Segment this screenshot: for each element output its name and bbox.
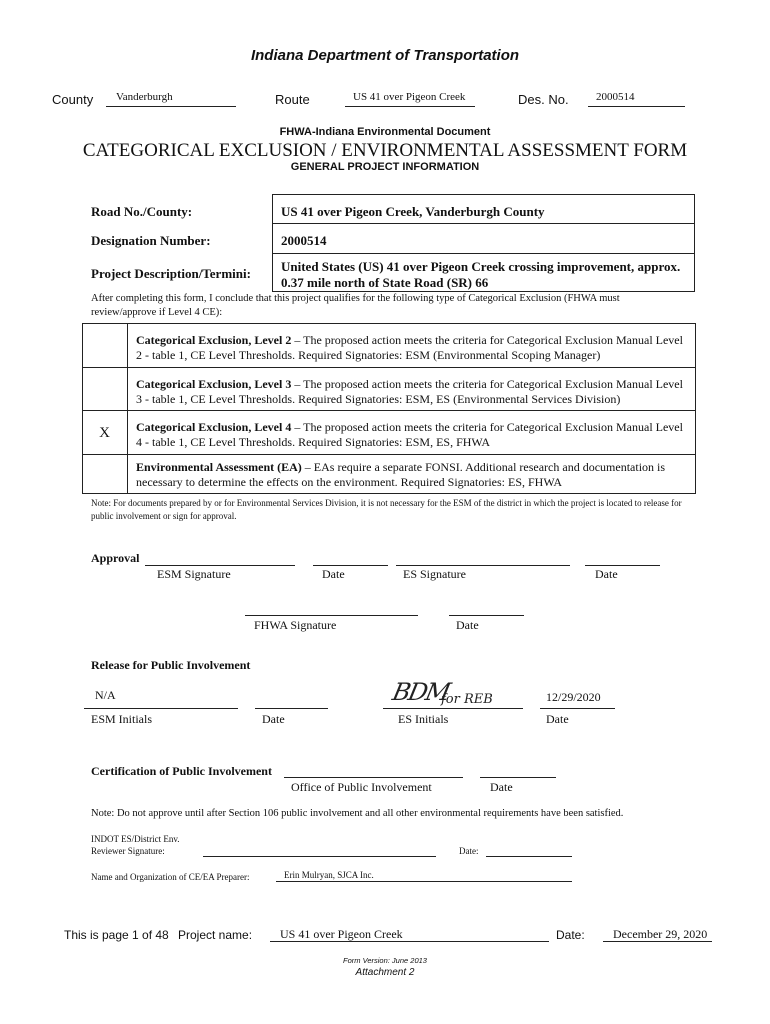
certification-date-label: Date [490,780,513,794]
release-es-line[interactable] [383,708,523,709]
ce-level4-desc: – The proposed action meets the criteria for Categorical Exclusion Manual Level 4 - table 1, CE Level Thresholds. Required Signatories: ESM, ES, FHWA [136,420,683,449]
preparer-field[interactable] [276,870,572,882]
footer-date-label: Date: [556,928,585,942]
es-signature-mark: BDM [390,678,452,706]
ce-level3-text [136,377,691,407]
reviewer-date-label: Date: [459,846,479,856]
des-label: Des. No. [518,92,569,107]
ce-level4-checkbox[interactable]: X [99,425,110,441]
route-label: Route [275,92,310,107]
section-title: GENERAL PROJECT INFORMATION [290,161,480,173]
approval-date1-line[interactable] [313,565,388,566]
ce-level3-desc: – The proposed action meets the criteria for Categorical Exclusion Manual Level 3 - table 1, CE Level Thresholds. Required Signatories: ESM, ES (Environmental Services Division) [136,377,683,406]
esm-signature-label: ESM Signature [157,567,231,581]
county-value: Vanderburgh [116,91,173,103]
release-es-initials-label: ES Initials [398,712,449,726]
release-title: Release for Public Involvement [91,658,251,672]
es-signature-label: ES Signature [403,567,466,581]
county-field[interactable] [106,91,236,107]
instruction-text: After completing this form, I conclude that this project qualifies for the following type of Categorical Exclusion (FHWA must review/approve if Level 4 CE): [91,293,620,318]
approval-date3-label: Date [456,618,479,632]
designation-value: 2000514 [281,233,327,248]
county-label: County [52,92,94,107]
certification-office-label: Office of Public Involvement [291,780,432,794]
ce-level2-desc: – The proposed action meets the criteria for Categorical Exclusion Manual Level 2 - table 1, CE Level Thresholds. Required Signatories: ESM (Environmental Scoping Manager) [136,333,683,362]
note-section106: Note: Do not approve until after Section 106 public involvement and all other environmental requirements have been satisfied. [91,808,624,819]
es-signature-for: for REB [441,692,493,707]
designation-label: Designation Number: [91,233,211,248]
note-esd: Note: For documents prepared by or for Environmental Services Division, it is not necessary for the ESM of the district in which the project is located to release for public involvement or sign for approval. [91,498,682,521]
form-title: CATEGORICAL EXCLUSION / ENVIRONMENTAL ASSESSMENT FORM [82,140,688,161]
road-county-value: US 41 over Pigeon Creek, Vanderburgh County [281,204,545,219]
page-indicator: This is page 1 of 48 [64,928,169,942]
project-description-value: United States (US) 41 over Pigeon Creek crossing improvement, approx. 0.37 mile north of State Road (SR) 66 [281,259,681,290]
reviewer-label-2: Reviewer Signature: [91,846,165,856]
project-name-label: Project name: [178,928,253,942]
certification-line[interactable] [284,777,463,778]
preparer-label: Name and Organization of CE/EA Preparer: [91,872,250,882]
project-description-label: Project Description/Termini: [91,266,251,281]
footer-date-field[interactable] [603,927,712,942]
approval-date3-line[interactable] [449,615,524,616]
release-date-line[interactable] [255,708,328,709]
reviewer-signature-line[interactable] [203,856,436,857]
release-es-date-line[interactable] [540,708,615,709]
ce-level4-text [136,420,691,450]
ce-level2-text [136,333,691,363]
approval-label: Approval [91,551,140,565]
ce-level4-title: Categorical Exclusion, Level 4 [136,420,292,434]
agency-title: Indiana Department of Transportation [250,47,520,64]
release-esm-value: N/A [95,688,116,702]
es-signature-line[interactable] [396,565,570,566]
release-es-date-value: 12/29/2020 [546,690,601,704]
release-esm-initials-label: ESM Initials [91,712,153,726]
release-esm-line[interactable] [84,708,238,709]
certification-title: Certification of Public Involvement [91,764,272,778]
attachment-label: Attachment 2 [355,967,415,978]
ea-title: Environmental Assessment (EA) [136,460,302,474]
approval-date2-label: Date [595,567,618,581]
des-field[interactable] [588,91,685,107]
approval-date2-line[interactable] [585,565,660,566]
doc-type: FHWA-Indiana Environmental Document [279,126,491,138]
release-date-label: Date [262,712,285,726]
ce-level3-title: Categorical Exclusion, Level 3 [136,377,292,391]
fhwa-signature-label: FHWA Signature [254,618,337,632]
release-es-date-label: Date [546,712,569,726]
fhwa-signature-line[interactable] [245,615,418,616]
route-field[interactable] [345,91,475,107]
des-value: 2000514 [596,91,635,103]
route-value: US 41 over Pigeon Creek [353,91,466,103]
esm-signature-line[interactable] [145,565,295,566]
preparer-value: Erin Mulryan, SJCA Inc. [284,870,374,880]
ce-level2-title: Categorical Exclusion, Level 2 [136,333,292,347]
ea-desc: – EAs require a separate FONSI. Additional research and documentation is necessary to determine the effects on the environment. Required Signatories: ES, FHWA [136,460,666,489]
road-county-label: Road No./County: [91,204,193,219]
certification-date-line[interactable] [480,777,556,778]
reviewer-date-line[interactable] [486,856,572,857]
ea-text [136,460,691,490]
project-name-field[interactable] [270,927,549,942]
approval-date1-label: Date [322,567,345,581]
footer-date-value: December 29, 2020 [613,927,708,941]
form-version: Form Version: June 2013 [343,956,427,965]
reviewer-label-1: INDOT ES/District Env. [91,834,180,844]
project-name-value: US 41 over Pigeon Creek [280,927,403,941]
